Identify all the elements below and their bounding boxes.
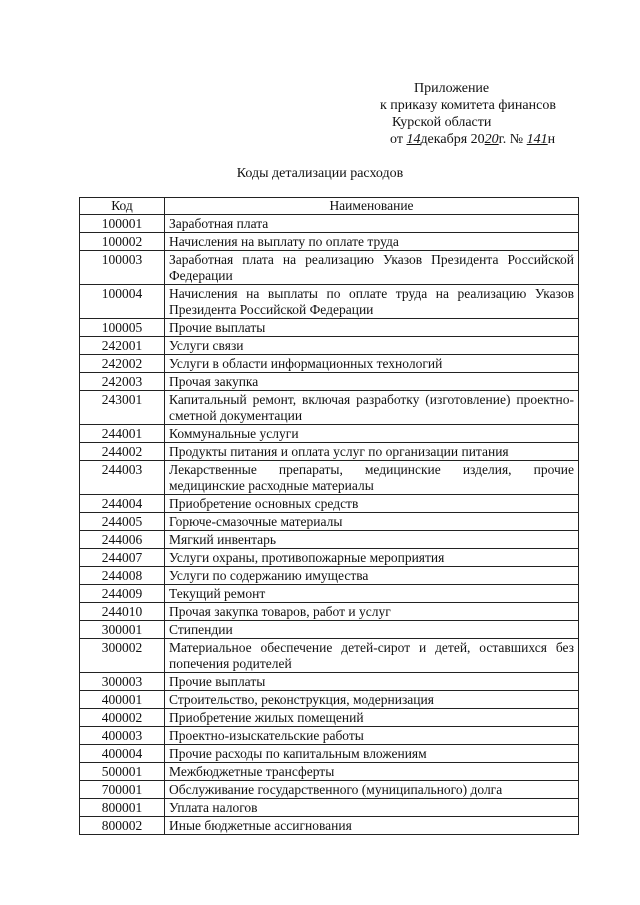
code-cell: 244006 bbox=[80, 531, 165, 549]
table-row bbox=[80, 817, 579, 835]
name-cell: Обслуживание государственного (муниципального) долга bbox=[165, 781, 579, 799]
code-cell: 500001 bbox=[80, 763, 165, 781]
name-cell: Приобретение жилых помещений bbox=[165, 709, 579, 727]
table-row bbox=[80, 639, 579, 673]
name-cell: Межбюджетные трансферты bbox=[165, 763, 579, 781]
name-cell: Проектно-изыскательские работы bbox=[165, 727, 579, 745]
name-cell: Прочие выплаты bbox=[165, 319, 579, 337]
table-row bbox=[80, 549, 579, 567]
date-prefix: от bbox=[390, 132, 403, 147]
table-row bbox=[80, 461, 579, 495]
code-cell: 244001 bbox=[80, 425, 165, 443]
column-header-name: Наименование bbox=[165, 198, 579, 215]
table-row bbox=[80, 425, 579, 443]
code-cell: 100001 bbox=[80, 215, 165, 233]
code-cell: 300001 bbox=[80, 621, 165, 639]
table-row bbox=[80, 727, 579, 745]
table-row bbox=[80, 355, 579, 373]
name-cell: Услуги связи bbox=[165, 337, 579, 355]
page-title: Коды детализации расходов bbox=[236, 166, 404, 181]
header-order-ref: к приказу комитета финансов bbox=[380, 98, 556, 113]
name-cell: Уплата налогов bbox=[165, 799, 579, 817]
name-cell: Заработная плата bbox=[165, 215, 579, 233]
name-cell: Продукты питания и оплата услуг по организации питания bbox=[165, 443, 579, 461]
name-cell: Приобретение основных средств bbox=[165, 495, 579, 513]
header-date-line bbox=[380, 131, 590, 148]
number-suffix: н bbox=[547, 132, 556, 147]
code-cell: 100003 bbox=[80, 251, 165, 285]
name-cell: Материальное обеспечение детей-сирот и детей, оставшихся без попечения родителей bbox=[165, 639, 579, 673]
name-cell: Текущий ремонт bbox=[165, 585, 579, 603]
name-cell: Капитальный ремонт, включая разработку (изготовление) проектно-сметной документации bbox=[165, 391, 579, 425]
table-row bbox=[80, 567, 579, 585]
code-cell: 242003 bbox=[80, 373, 165, 391]
table-row bbox=[80, 603, 579, 621]
code-cell: 100002 bbox=[80, 233, 165, 251]
handwritten-year: 20 bbox=[484, 132, 499, 147]
name-cell: Начисления на выплату по оплате труда bbox=[165, 233, 579, 251]
table-row bbox=[80, 251, 579, 285]
code-cell: 242002 bbox=[80, 355, 165, 373]
name-cell: Прочие расходы по капитальным вложениям bbox=[165, 745, 579, 763]
name-cell: Прочая закупка bbox=[165, 373, 579, 391]
table-row bbox=[80, 531, 579, 549]
code-cell: 300003 bbox=[80, 673, 165, 691]
code-cell: 400003 bbox=[80, 727, 165, 745]
code-cell: 300002 bbox=[80, 639, 165, 673]
code-cell: 100005 bbox=[80, 319, 165, 337]
table-row bbox=[80, 763, 579, 781]
code-cell: 100004 bbox=[80, 285, 165, 319]
code-cell: 400004 bbox=[80, 745, 165, 763]
table-row bbox=[80, 585, 579, 603]
order-number-label: г. № bbox=[498, 132, 524, 147]
handwritten-number: 141 bbox=[526, 132, 548, 147]
code-cell: 700001 bbox=[80, 781, 165, 799]
table-row bbox=[80, 691, 579, 709]
expense-codes-table bbox=[79, 197, 579, 835]
table-row bbox=[80, 391, 579, 425]
name-cell: Услуги охраны, противопожарные мероприятия bbox=[165, 549, 579, 567]
name-cell: Прочие выплаты bbox=[165, 673, 579, 691]
code-cell: 244007 bbox=[80, 549, 165, 567]
name-cell: Мягкий инвентарь bbox=[165, 531, 579, 549]
name-cell: Прочая закупка товаров, работ и услуг bbox=[165, 603, 579, 621]
table-row bbox=[80, 233, 579, 251]
name-cell: Стипендии bbox=[165, 621, 579, 639]
table-row bbox=[80, 799, 579, 817]
header-appendix: Приложение bbox=[414, 81, 490, 96]
table-row bbox=[80, 285, 579, 319]
header-region: Курской области bbox=[392, 115, 492, 130]
name-cell: Начисления на выплаты по оплате труда на реализацию Указов Президента Российской Федерации bbox=[165, 285, 579, 319]
table-row bbox=[80, 495, 579, 513]
code-cell: 244003 bbox=[80, 461, 165, 495]
name-cell: Заработная плата на реализацию Указов Президента Российской Федерации bbox=[165, 251, 579, 285]
table-row bbox=[80, 513, 579, 531]
code-cell: 400001 bbox=[80, 691, 165, 709]
table-row bbox=[80, 319, 579, 337]
code-cell: 244008 bbox=[80, 567, 165, 585]
table-row bbox=[80, 745, 579, 763]
name-cell: Услуги по содержанию имущества bbox=[165, 567, 579, 585]
table-row bbox=[80, 215, 579, 233]
code-cell: 244002 bbox=[80, 443, 165, 461]
code-cell: 244010 bbox=[80, 603, 165, 621]
code-cell: 244005 bbox=[80, 513, 165, 531]
table-row bbox=[80, 443, 579, 461]
code-cell: 244009 bbox=[80, 585, 165, 603]
code-cell: 800001 bbox=[80, 799, 165, 817]
handwritten-day: 14 bbox=[406, 132, 421, 147]
code-cell: 400002 bbox=[80, 709, 165, 727]
column-header-code: Код bbox=[80, 198, 165, 215]
name-cell: Иные бюджетные ассигнования bbox=[165, 817, 579, 835]
code-cell: 242001 bbox=[80, 337, 165, 355]
code-cell: 800002 bbox=[80, 817, 165, 835]
table-row bbox=[80, 373, 579, 391]
month-year-prefix: декабря 20 bbox=[420, 132, 485, 147]
name-cell: Коммунальные услуги bbox=[165, 425, 579, 443]
name-cell: Лекарственные препараты, медицинские изделия, прочие медицинские расходные материалы bbox=[165, 461, 579, 495]
name-cell: Горюче-смазочные материалы bbox=[165, 513, 579, 531]
name-cell: Услуги в области информационных технологий bbox=[165, 355, 579, 373]
table-row bbox=[80, 337, 579, 355]
code-cell: 243001 bbox=[80, 391, 165, 425]
table-row bbox=[80, 621, 579, 639]
table-row bbox=[80, 709, 579, 727]
document-header bbox=[380, 80, 590, 148]
table-row bbox=[80, 781, 579, 799]
name-cell: Строительство, реконструкция, модернизация bbox=[165, 691, 579, 709]
code-cell: 244004 bbox=[80, 495, 165, 513]
table-row bbox=[80, 673, 579, 691]
